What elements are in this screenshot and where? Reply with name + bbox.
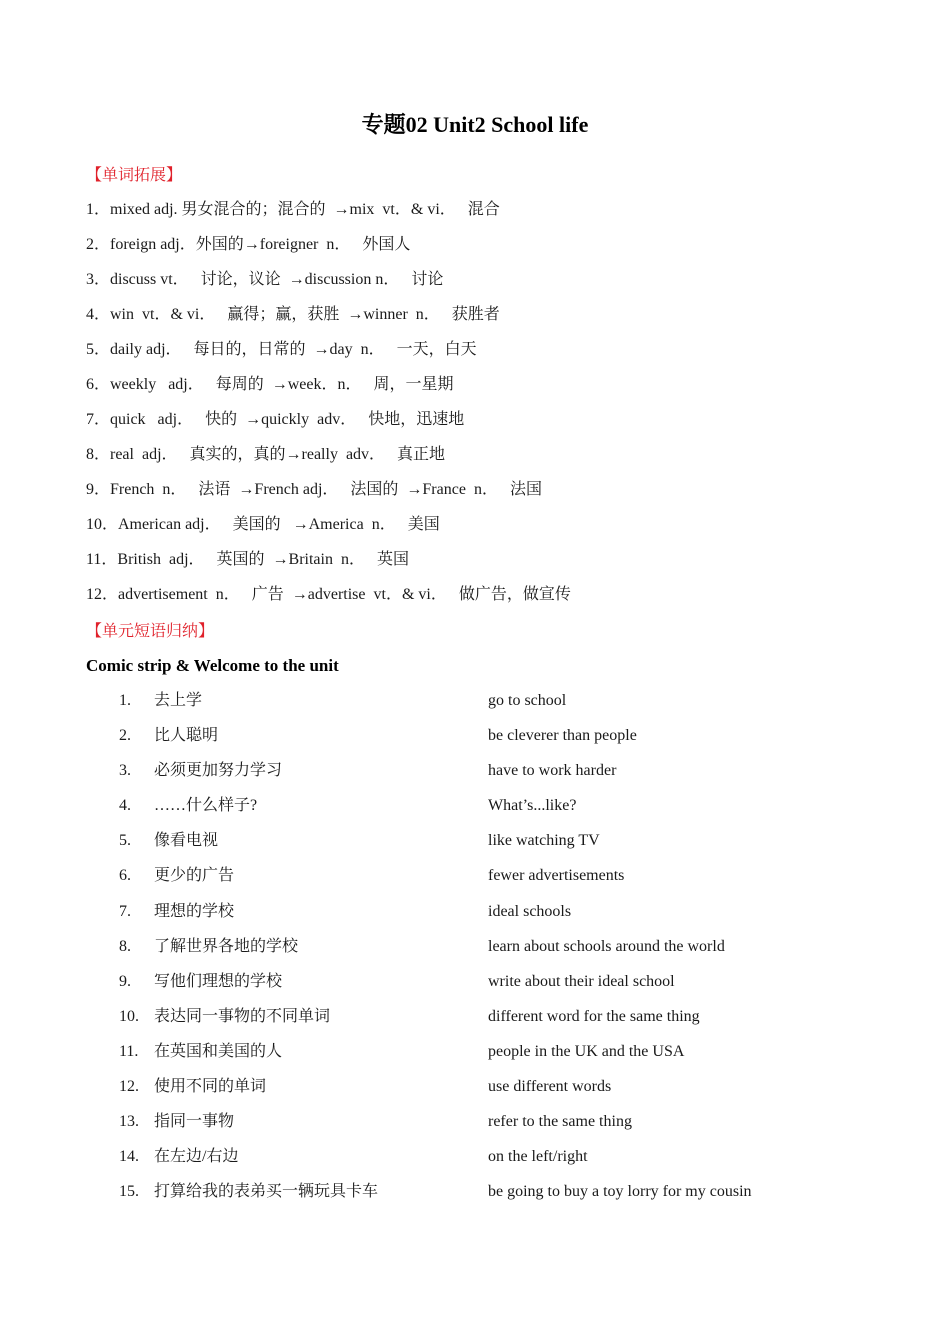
phrase-chinese: 在英国和美国的人 [154, 1042, 283, 1060]
phrase-english: fewer advertisements [488, 867, 625, 885]
phrase-english: different word for the same thing [488, 1007, 700, 1025]
phrase-chinese: 更少的广告 [154, 867, 235, 885]
vocab-section-heading: 【单词拓展】 [86, 167, 183, 184]
phrase-english: people in the UK and the USA [488, 1042, 685, 1060]
phrase-english: have to work harder [488, 762, 617, 780]
phrase-row [119, 830, 859, 865]
phrase-number: 1. [119, 692, 131, 709]
phrase-row [119, 760, 859, 795]
phrase-row [119, 901, 859, 936]
phrase-row [119, 865, 859, 900]
phrase-chinese: 在左边/右边 [154, 1148, 239, 1166]
phrase-chinese: 了解世界各地的学校 [154, 937, 299, 955]
vocab-item: 7．quick adj． 快的 →quickly adv． 快地，迅速地 [86, 411, 465, 428]
vocab-item: 10．American adj． 美国的 →America n． 美国 [86, 516, 440, 533]
phrase-number: 7. [119, 902, 131, 920]
vocab-item: 11．British adj． 英国的 →Britain n． 英国 [86, 551, 409, 568]
vocab-item: 6．weekly adj． 每周的 →week．n． 周，一星期 [86, 376, 454, 393]
phrase-row [119, 690, 859, 725]
phrase-number: 6. [119, 867, 131, 885]
comic-strip-heading: Comic strip & Welcome to the unit [86, 656, 339, 675]
phrase-number: 4. [119, 797, 131, 815]
phrase-number: 15. [119, 1183, 139, 1201]
vocab-item: 9．French n． 法语 →French adj． 法国的 →France n． 法国 [86, 481, 542, 498]
phrase-english: What’s...like? [488, 797, 577, 815]
phrase-chinese: 比人聪明 [154, 727, 219, 745]
phrase-chinese: 指同一事物 [154, 1113, 235, 1131]
vocab-item: 8．real adj． 真实的，真的→really adv． 真正地 [86, 446, 446, 463]
phrase-number: 3. [119, 762, 131, 780]
phrase-section-heading: 【单元短语归纳】 [86, 623, 215, 640]
vocab-item: 5．daily adj． 每日的，日常的 →day n． 一天，白天 [86, 341, 477, 358]
phrase-row [119, 1146, 859, 1181]
phrase-english: ideal schools [488, 902, 572, 920]
phrase-number: 12. [119, 1078, 139, 1096]
phrase-english: be going to buy a toy lorry for my cousin [488, 1183, 752, 1201]
phrase-english: on the left/right [488, 1148, 588, 1166]
phrase-list [119, 690, 859, 1216]
phrase-chinese: 去上学 [154, 692, 203, 709]
phrase-row [119, 1041, 859, 1076]
phrase-row [119, 1181, 859, 1216]
phrase-chinese: 使用不同的单词 [154, 1078, 267, 1096]
phrase-english: use different words [488, 1078, 612, 1096]
phrase-english: go to school [488, 692, 567, 709]
phrase-english: be cleverer than people [488, 727, 637, 745]
phrase-chinese: 必须更加努力学习 [154, 762, 283, 780]
phrase-number: 5. [119, 832, 131, 850]
page-title: 专题02 Unit2 School life [361, 112, 589, 137]
phrase-chinese: 写他们理想的学校 [154, 972, 283, 990]
phrase-row [119, 1111, 859, 1146]
phrase-chinese: 打算给我的表弟买一辆玩具卡车 [154, 1183, 379, 1201]
vocab-list [86, 199, 886, 619]
phrase-chinese: ……什么样子? [154, 797, 258, 815]
phrase-row [119, 795, 859, 830]
phrase-row [119, 936, 859, 971]
phrase-number: 8. [119, 937, 131, 955]
phrase-english: write about their ideal school [488, 972, 675, 990]
phrase-english: refer to the same thing [488, 1113, 632, 1131]
phrase-row [119, 1076, 859, 1111]
phrase-chinese: 像看电视 [154, 832, 219, 850]
vocab-item: 3．discuss vt． 讨论，议论 →discussion n． 讨论 [86, 271, 444, 288]
phrase-chinese: 表达同一事物的不同单词 [154, 1007, 331, 1025]
phrase-row [119, 1006, 859, 1041]
phrase-english: learn about schools around the world [488, 937, 725, 955]
vocab-item: 12．advertisement n． 广告 →advertise vt．& vi． 做广告，做宣传 [86, 586, 571, 603]
phrase-number: 13. [119, 1113, 139, 1131]
phrase-chinese: 理想的学校 [154, 902, 235, 920]
phrase-number: 14. [119, 1148, 139, 1166]
phrase-number: 9. [119, 972, 131, 990]
vocab-item: 4．win vt．& vi． 赢得；赢，获胜 →winner n． 获胜者 [86, 306, 500, 323]
vocab-item: 2．foreign adj．外国的→foreigner n． 外国人 [86, 236, 411, 253]
vocab-item: 1．mixed adj. 男女混合的；混合的 →mix vt．& vi． 混合 [86, 201, 500, 218]
phrase-number: 11. [119, 1042, 139, 1060]
phrase-number: 10. [119, 1007, 139, 1025]
phrase-number: 2. [119, 727, 131, 745]
phrase-row [119, 725, 859, 760]
phrase-row [119, 971, 859, 1006]
phrase-english: like watching TV [488, 832, 600, 850]
